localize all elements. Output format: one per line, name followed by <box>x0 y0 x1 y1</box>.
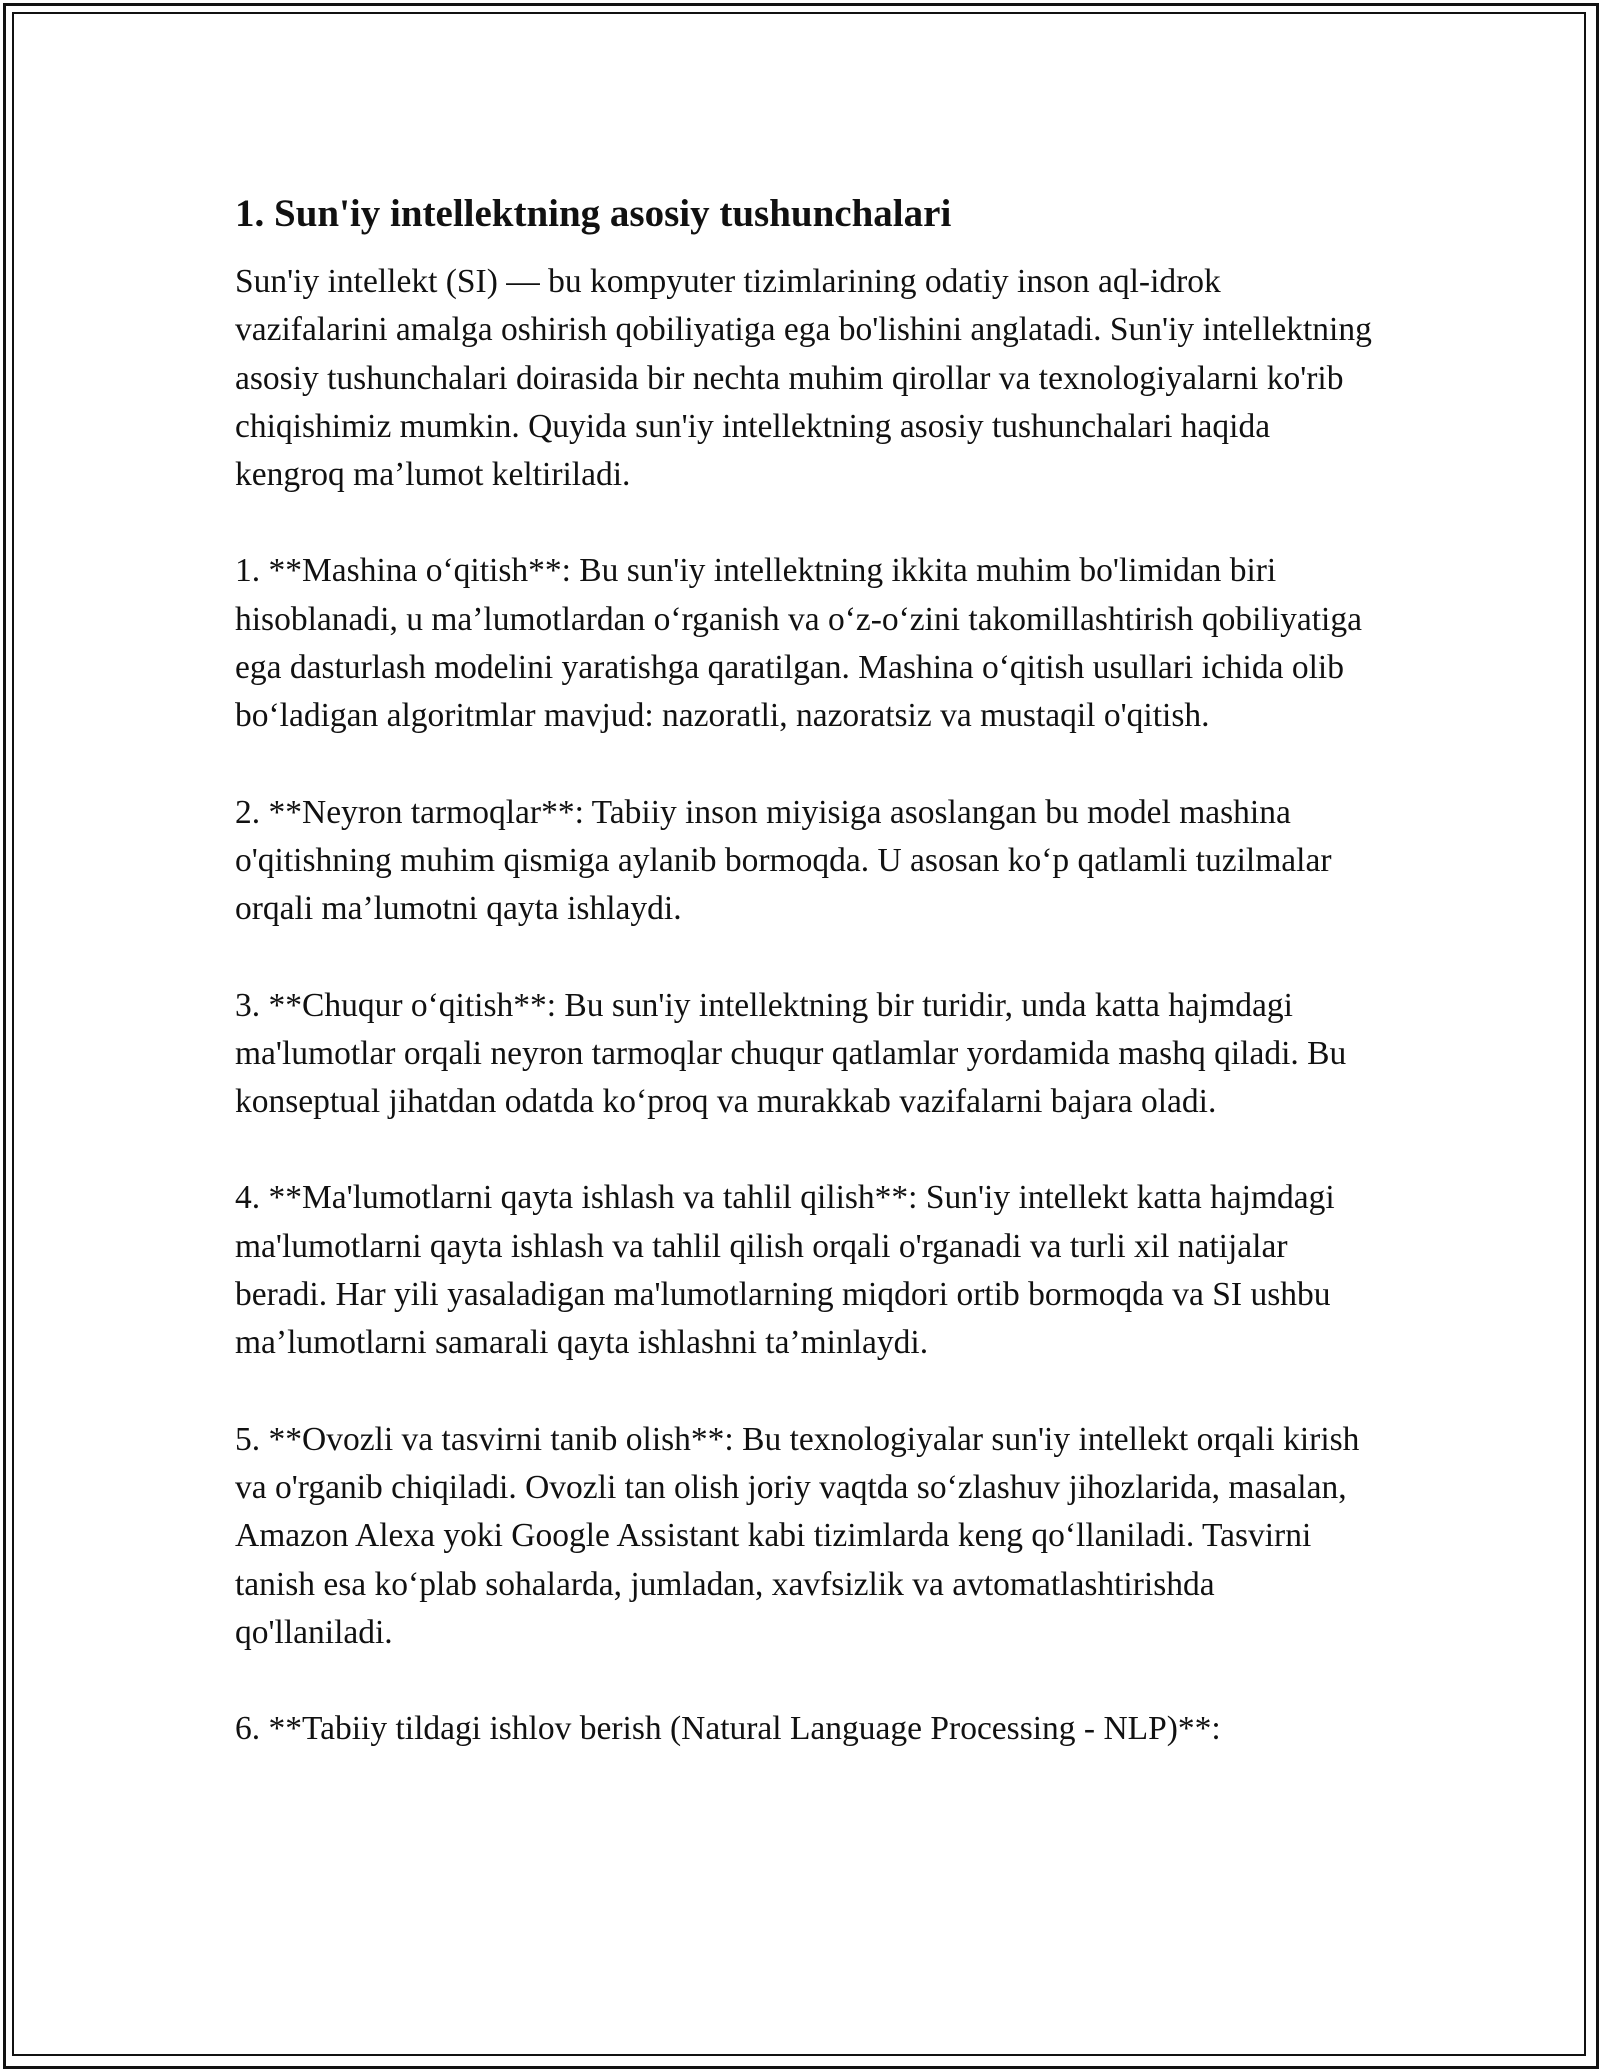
list-item-deep-learning: 3. **Chuqur o‘qitish**: Bu sun'iy intellektning bir turidir, unda katta hajmdagi ma'lumotlar orqali neyron tarmoqlar chuqur qatlamlar yordamida mashq qiladi. Bu konseptual jihatdan odatda ko‘proq va murakkab vazifalarni bajara oladi. <box>235 986 1347 1121</box>
list-item-nlp: 6. **Tabiiy tildagi ishlov berish (Natural Language Processing - NLP)**: <box>235 1710 1221 1748</box>
list-item-data-processing: 4. **Ma'lumotlarni qayta ishlash va tahlil qilish**: Sun'iy intellekt katta hajmdagi ma'lumotlarni qayta ishlash va tahlil qilish orqali o'rganadi va turli xil natijalar beradi. Har yili yasaladigan ma'lumotlarning miqdori ortib bormoqda va SI ushbu ma’lumotlarni samarali qayta ishlashni ta’minlaydi. <box>235 1179 1335 1362</box>
list-item-neural-networks: 2. **Neyron tarmoqlar**: Tabiiy inson miyisiga asoslangan bu model mashina o'qitishning muhim qismiga aylanib bormoqda. U asosan ko‘p qatlamli tuzilmalar orqali ma’lumotni qayta ishlaydi. <box>235 793 1332 928</box>
document-body <box>235 188 1375 1801</box>
list-item-machine-learning: 1. **Mashina o‘qitish**: Bu sun'iy intellektning ikkita muhim bo'limidan biri hisoblanadi, u ma’lumotlardan o‘rganish va o‘z-o‘zini takomillashtirish qobiliyatiga ega dasturlash modelini yaratishga qaratilgan. Mashina o‘qitish usullari ichida olib bo‘ladigan algoritmlar mavjud: nazoratli, nazoratsiz va mustaqil o'qitish. <box>235 552 1362 735</box>
section-heading: 1. Sun'iy intellektning asosiy tushunchalari <box>235 192 952 235</box>
list-item-voice-image-recognition: 5. **Ovozli va tasvirni tanib olish**: Bu texnologiyalar sun'iy intellekt orqali kirish va o'rganib chiqiladi. Ovozli tan olish joriy vaqtda so‘zlashuv jihozlarida, masalan, Amazon Alexa yoki Google Assistant kabi tizimlarda keng qo‘llaniladi. Tasvirni tanish esa ko‘plab sohalarda, jumladan, xavfsizlik va avtomatlashtirishda qo'llaniladi. <box>235 1420 1360 1651</box>
intro-paragraph: Sun'iy intellekt (SI) — bu kompyuter tizimlarining odatiy inson aql-idrok vazifalarini amalga oshirish qobiliyatiga ega bo'lishini anglatadi. Sun'iy intellektning asosiy tushunchalari doirasida bir nechta muhim qirollar va texnologiyalarni ko'rib chiqishimiz mumkin. Quyida sun'iy intellektning asosiy tushunchalari haqida kengroq ma’lumot keltiriladi. <box>235 263 1372 494</box>
